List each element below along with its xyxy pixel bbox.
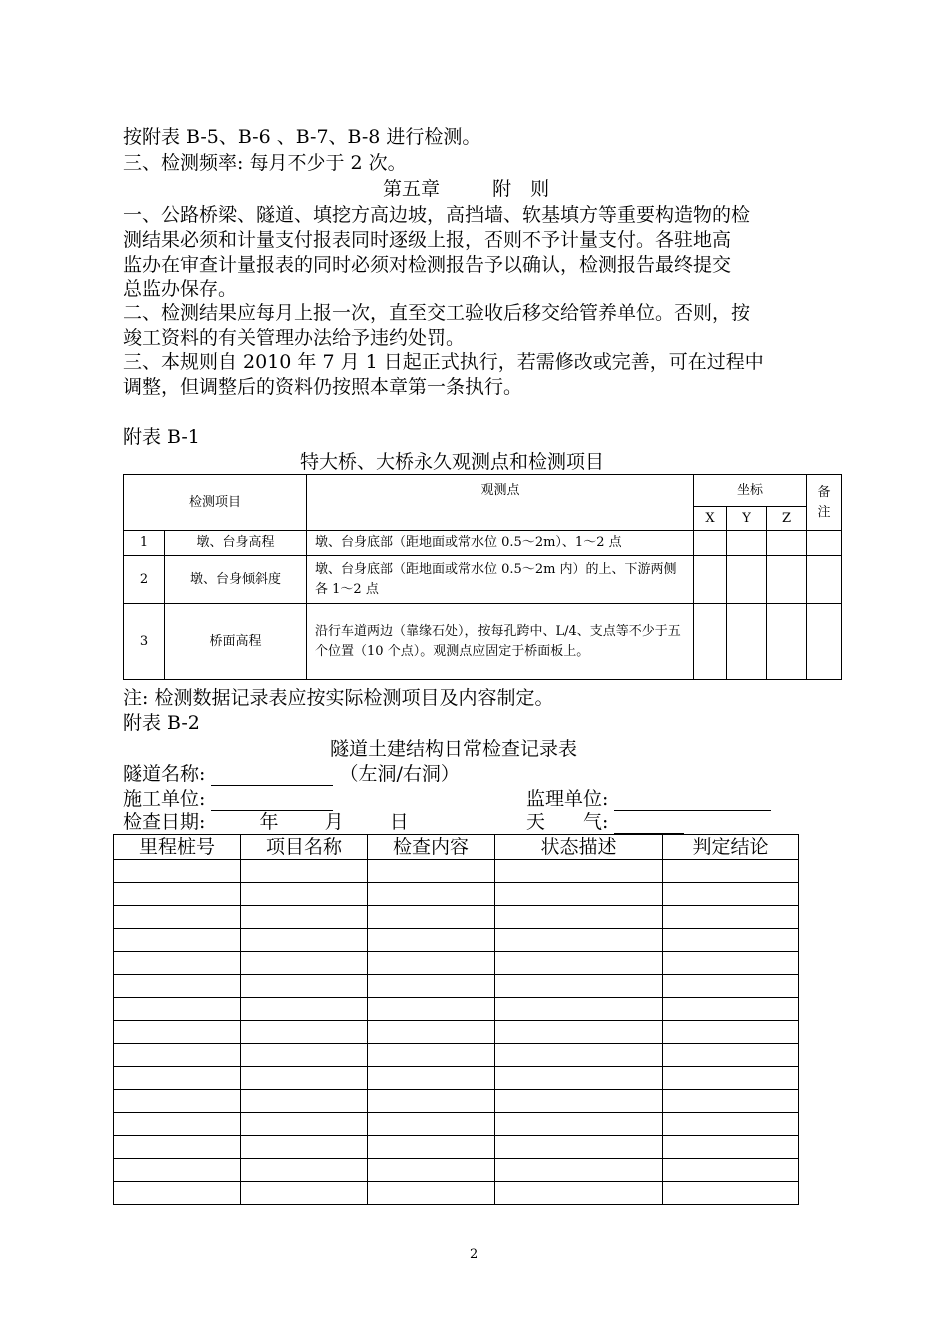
table-row (114, 1044, 799, 1067)
table-cell (495, 1182, 663, 1205)
table-cell (368, 860, 495, 883)
table-b2 (113, 834, 799, 1205)
table-row (114, 1159, 799, 1182)
table-cell (368, 883, 495, 906)
construction-unit-blank (211, 790, 333, 811)
paragraph-1-line-1: 一、公路桥梁、隧道、填挖方高边坡，高挡墙、软基填方等重要构造物的检 (123, 204, 751, 226)
paragraph-3-line-2: 调整，但调整后的资料仍按照本章第一条执行。 (123, 376, 523, 398)
inspection-date-field (123, 810, 409, 834)
cell-remark (807, 531, 842, 556)
row-observation-point: 墩、台身底部（距地面或常水位 0.5～2m 内）的上、下游两侧各 1～2 点 (307, 556, 694, 604)
table-cell (663, 975, 799, 998)
table-cell (368, 1159, 495, 1182)
table-cell (368, 1090, 495, 1113)
table-cell (241, 883, 368, 906)
chapter-title: 附 则 (492, 178, 550, 200)
tunnel-name-blank (211, 765, 333, 786)
table-cell (495, 906, 663, 929)
table-cell (114, 1159, 241, 1182)
text-line-1: 按附表 B-5、B-6 、B-7、B-8 进行检测。 (123, 126, 482, 148)
table-cell (241, 860, 368, 883)
table-row (114, 1090, 799, 1113)
table-cell (114, 952, 241, 975)
tunnel-side-label: （左洞/右洞） (339, 763, 460, 785)
table-cell (241, 906, 368, 929)
month-label: 月 (324, 811, 344, 833)
table-cell (495, 975, 663, 998)
chapter-number: 第五章 (383, 178, 441, 200)
table-cell (114, 1113, 241, 1136)
table-cell (368, 975, 495, 998)
construction-unit-field (123, 787, 333, 811)
header-coordinate: 坐标 (694, 475, 807, 507)
table-cell (241, 1021, 368, 1044)
header-remark: 备注 (807, 475, 842, 531)
header-item: 检测项目 (124, 475, 307, 531)
paragraph-2-line-2: 竣工资料的有关管理办法给予违约处罚。 (123, 327, 466, 349)
table-cell (663, 906, 799, 929)
cell-x (694, 604, 727, 680)
table-cell (495, 998, 663, 1021)
table-b2-title: 隧道土建结构日常检查记录表 (330, 738, 578, 760)
table-cell (495, 1113, 663, 1136)
table-cell (114, 1090, 241, 1113)
table-cell (663, 998, 799, 1021)
weather-blank (614, 813, 684, 834)
year-label: 年 (259, 811, 279, 833)
table-cell (241, 1136, 368, 1159)
header-x: X (694, 507, 727, 531)
table-cell (241, 1044, 368, 1067)
row-observation-point: 沿行车道两边（靠缘石处），按每孔跨中、L/4、支点等不少于五个位置（10 个点）。观测点应固定于桥面板上。 (307, 604, 694, 680)
table-row (114, 883, 799, 906)
paragraph-3-line-1: 三、本规则自 2010 年 7 月 1 日起正式执行，若需修改或完善，可在过程中 (123, 351, 764, 373)
table-row (124, 531, 842, 556)
table-row (124, 556, 842, 604)
paragraph-2-line-1: 二、检测结果应每月上报一次，直至交工验收后移交给管养单位。否则，按 (123, 302, 751, 324)
table-cell (495, 883, 663, 906)
table-cell (114, 1021, 241, 1044)
table-row (124, 604, 842, 680)
table-cell (495, 1021, 663, 1044)
table-cell (241, 975, 368, 998)
cell-y (727, 531, 767, 556)
cell-x (694, 556, 727, 604)
table-cell (663, 1113, 799, 1136)
table-cell (495, 952, 663, 975)
table-cell (241, 929, 368, 952)
tunnel-name-label: 隧道名称: (123, 763, 206, 785)
table-row (114, 929, 799, 952)
construction-unit-label: 施工单位: (123, 788, 206, 810)
table-cell (495, 1067, 663, 1090)
table-cell (368, 1136, 495, 1159)
table-cell (241, 1067, 368, 1090)
tunnel-name-field (123, 762, 460, 786)
table-cell (495, 1044, 663, 1067)
inspection-date-label: 检查日期: (123, 811, 206, 833)
header-y: Y (727, 507, 767, 531)
table-b2-label: 附表 B-2 (123, 712, 200, 734)
cell-z (767, 556, 807, 604)
table-cell (663, 1136, 799, 1159)
supervision-unit-blank (614, 790, 771, 811)
row-number: 1 (124, 531, 165, 556)
table-cell (368, 1113, 495, 1136)
row-item: 墩、台身倾斜度 (165, 556, 307, 604)
cell-y (727, 556, 767, 604)
table-row (114, 906, 799, 929)
table-cell (368, 1067, 495, 1090)
table-cell (114, 1067, 241, 1090)
header-inspection-content: 检查内容 (368, 835, 495, 860)
header-conclusion: 判定结论 (663, 835, 799, 860)
table-cell (663, 1159, 799, 1182)
row-observation-point: 墩、台身底部（距地面或常水位 0.5～2m）、1～2 点 (307, 531, 694, 556)
cell-y (727, 604, 767, 680)
table-row (114, 975, 799, 998)
cell-z (767, 604, 807, 680)
table-cell (368, 1021, 495, 1044)
table-cell (368, 1182, 495, 1205)
cell-remark (807, 556, 842, 604)
supervision-unit-label: 监理单位: (526, 788, 609, 810)
table-cell (114, 1136, 241, 1159)
header-observation-point: 观测点 (307, 475, 694, 531)
page-number: 2 (470, 1247, 479, 1262)
table-cell (114, 860, 241, 883)
paragraph-1-line-2: 测结果必须和计量支付报表同时逐级上报，否则不予计量支付。各驻地高 (123, 229, 732, 251)
row-number: 2 (124, 556, 165, 604)
table-cell (663, 1090, 799, 1113)
header-item-name: 项目名称 (241, 835, 368, 860)
paragraph-1-line-4: 总监办保存。 (123, 278, 238, 300)
table-cell (368, 906, 495, 929)
table-row (114, 1113, 799, 1136)
table-b1-title: 特大桥、大桥永久观测点和检测项目 (300, 451, 605, 473)
table-b1 (123, 474, 842, 680)
cell-x (694, 531, 727, 556)
table-cell (495, 1159, 663, 1182)
table-cell (495, 1090, 663, 1113)
table-cell (663, 1182, 799, 1205)
table-cell (368, 1044, 495, 1067)
table-cell (114, 1182, 241, 1205)
table-cell (663, 883, 799, 906)
weather-field (526, 810, 684, 834)
table-b1-label: 附表 B-1 (123, 426, 200, 448)
row-item: 墩、台身高程 (165, 531, 307, 556)
table-row (114, 952, 799, 975)
table-cell (114, 1044, 241, 1067)
table-cell (495, 929, 663, 952)
table-cell (114, 906, 241, 929)
header-status-description: 状态描述 (495, 835, 663, 860)
table-cell (495, 860, 663, 883)
table-cell (114, 883, 241, 906)
table-cell (114, 998, 241, 1021)
table-cell (368, 952, 495, 975)
table-cell (241, 1182, 368, 1205)
table-cell (663, 860, 799, 883)
table-cell (663, 1021, 799, 1044)
weather-label: 天 气: (526, 811, 609, 833)
day-label: 日 (389, 811, 409, 833)
paragraph-1-line-3: 监办在审查计量报表的同时必须对检测报告予以确认，检测报告最终提交 (123, 254, 732, 276)
table-row (114, 860, 799, 883)
header-z: Z (767, 507, 807, 531)
table-cell (368, 929, 495, 952)
table-cell (663, 1044, 799, 1067)
table-cell (241, 952, 368, 975)
table-cell (241, 1090, 368, 1113)
table-cell (663, 1067, 799, 1090)
table-cell (241, 1159, 368, 1182)
table-b2-body (114, 860, 799, 1205)
table-cell (114, 975, 241, 998)
supervision-unit-field (526, 787, 771, 811)
chapter-heading (383, 177, 549, 201)
table-b1-note: 注: 检测数据记录表应按实际检测项目及内容制定。 (123, 687, 554, 709)
cell-remark (807, 604, 842, 680)
row-item: 桥面高程 (165, 604, 307, 680)
text-line-2: 三、检测频率: 每月不少于 2 次。 (123, 152, 407, 174)
table-cell (241, 998, 368, 1021)
table-cell (368, 998, 495, 1021)
header-mileage: 里程桩号 (114, 835, 241, 860)
table-row (114, 1182, 799, 1205)
table-cell (663, 952, 799, 975)
table-cell (241, 1113, 368, 1136)
table-cell (663, 929, 799, 952)
table-cell (114, 929, 241, 952)
table-cell (495, 1136, 663, 1159)
cell-z (767, 531, 807, 556)
row-number: 3 (124, 604, 165, 680)
table-row (114, 1021, 799, 1044)
table-row (114, 1136, 799, 1159)
table-row (114, 998, 799, 1021)
table-row (114, 1067, 799, 1090)
